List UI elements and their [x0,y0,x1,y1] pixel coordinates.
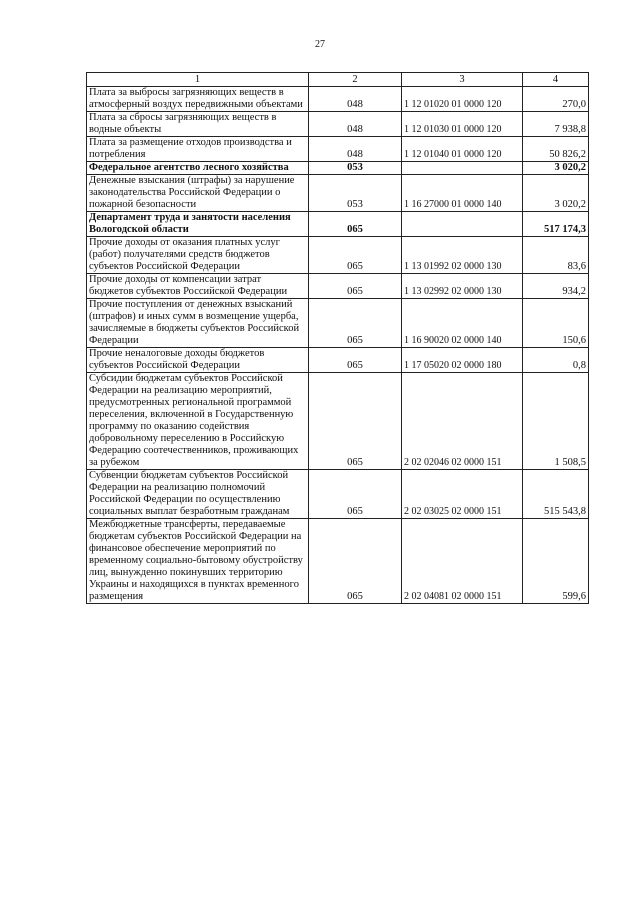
row-admin-code-cell: 065 [309,348,402,373]
row-admin-code-cell: 048 [309,87,402,112]
table-row [87,137,589,162]
row-budget-code-cell: 1 16 90020 02 0000 140 [402,299,523,348]
row-name-cell: Плата за выбросы загрязняющих веществ в атмосферный воздух передвижными объектами [87,87,309,112]
row-name-cell: Субсидии бюджетам субъектов Российской Федерации на реализацию мероприятий, предусмотренных региональной программой переселения, включенной в Государственную программу по оказанию содействия добровольному переселению в Российскую Федерацию соотечественников, проживающих за рубежом [87,373,309,470]
row-budget-code-cell: 2 02 04081 02 0000 151 [402,519,523,604]
row-admin-code-cell: 065 [309,237,402,274]
row-amount-cell: 934,2 [523,274,589,299]
row-admin-code-cell: 065 [309,373,402,470]
table-row [87,237,589,274]
row-budget-code-cell [402,162,523,175]
row-amount-cell: 599,6 [523,519,589,604]
row-admin-code-cell: 048 [309,137,402,162]
row-admin-code-cell: 065 [309,299,402,348]
table-row [87,112,589,137]
table-row [87,348,589,373]
row-admin-code-cell: 053 [309,162,402,175]
row-name-cell: Департамент труда и занятости населения Вологодской области [87,212,309,237]
row-name-cell: Субвенции бюджетам субъектов Российской Федерации на реализацию полномочий Российской Федерации по осуществлению социальных выплат безработным гражданам [87,470,309,519]
row-amount-cell: 3 020,2 [523,162,589,175]
row-budget-code-cell: 1 16 27000 01 0000 140 [402,175,523,212]
row-admin-code-cell: 065 [309,212,402,237]
column-header-code: 3 [402,73,523,87]
row-name-cell: Плата за размещение отходов производства и потребления [87,137,309,162]
row-amount-cell: 50 826,2 [523,137,589,162]
table-row [87,470,589,519]
row-name-cell: Денежные взыскания (штрафы) за нарушение законодательства Российской Федерации о пожарной безопасности [87,175,309,212]
row-budget-code-cell: 2 02 02046 02 0000 151 [402,373,523,470]
row-amount-cell: 3 020,2 [523,175,589,212]
page-number: 27 [315,39,325,50]
table-row [87,274,589,299]
row-name-cell: Межбюджетные трансферты, передаваемые бюджетам субъектов Российской Федерации на финансовое обеспечение мероприятий по временному социально-бытовому обустройству лиц, вынужденно покинувших территорию Украины и находящихся в пунктах временного размещения [87,519,309,604]
row-budget-code-cell [402,212,523,237]
row-budget-code-cell: 1 12 01020 01 0000 120 [402,87,523,112]
row-admin-code-cell: 065 [309,519,402,604]
row-admin-code-cell: 065 [309,470,402,519]
table-row [87,299,589,348]
column-header-admin: 2 [309,73,402,87]
table-row [87,519,589,604]
row-amount-cell: 83,6 [523,237,589,274]
table-body [87,87,589,604]
row-name-cell: Прочие доходы от компенсации затрат бюджетов субъектов Российской Федерации [87,274,309,299]
row-amount-cell: 1 508,5 [523,373,589,470]
row-admin-code-cell: 065 [309,274,402,299]
row-name-cell: Прочие доходы от оказания платных услуг (работ) получателями средств бюджетов субъектов Российской Федерации [87,237,309,274]
row-admin-code-cell: 048 [309,112,402,137]
row-budget-code-cell: 1 12 01040 01 0000 120 [402,137,523,162]
row-budget-code-cell: 1 12 01030 01 0000 120 [402,112,523,137]
row-admin-code-cell: 053 [309,175,402,212]
revenue-table [86,72,589,604]
row-name-cell: Прочие неналоговые доходы бюджетов субъектов Российской Федерации [87,348,309,373]
table-row [87,162,589,175]
row-amount-cell: 517 174,3 [523,212,589,237]
row-name-cell: Плата за сбросы загрязняющих веществ в водные объекты [87,112,309,137]
row-amount-cell: 7 938,8 [523,112,589,137]
row-budget-code-cell: 2 02 03025 02 0000 151 [402,470,523,519]
row-amount-cell: 270,0 [523,87,589,112]
row-name-cell: Федеральное агентство лесного хозяйства [87,162,309,175]
row-budget-code-cell: 1 13 02992 02 0000 130 [402,274,523,299]
table-row [87,175,589,212]
table-row [87,212,589,237]
row-name-cell: Прочие поступления от денежных взысканий (штрафов) и иных сумм в возмещение ущерба, зачисляемые в бюджеты субъектов Российской Федерации [87,299,309,348]
row-amount-cell: 0,8 [523,348,589,373]
table-row [87,373,589,470]
row-amount-cell: 515 543,8 [523,470,589,519]
table-header-row [87,73,589,87]
column-header-name: 1 [87,73,309,87]
column-header-amount: 4 [523,73,589,87]
table-row [87,87,589,112]
row-budget-code-cell: 1 17 05020 02 0000 180 [402,348,523,373]
row-amount-cell: 150,6 [523,299,589,348]
row-budget-code-cell: 1 13 01992 02 0000 130 [402,237,523,274]
